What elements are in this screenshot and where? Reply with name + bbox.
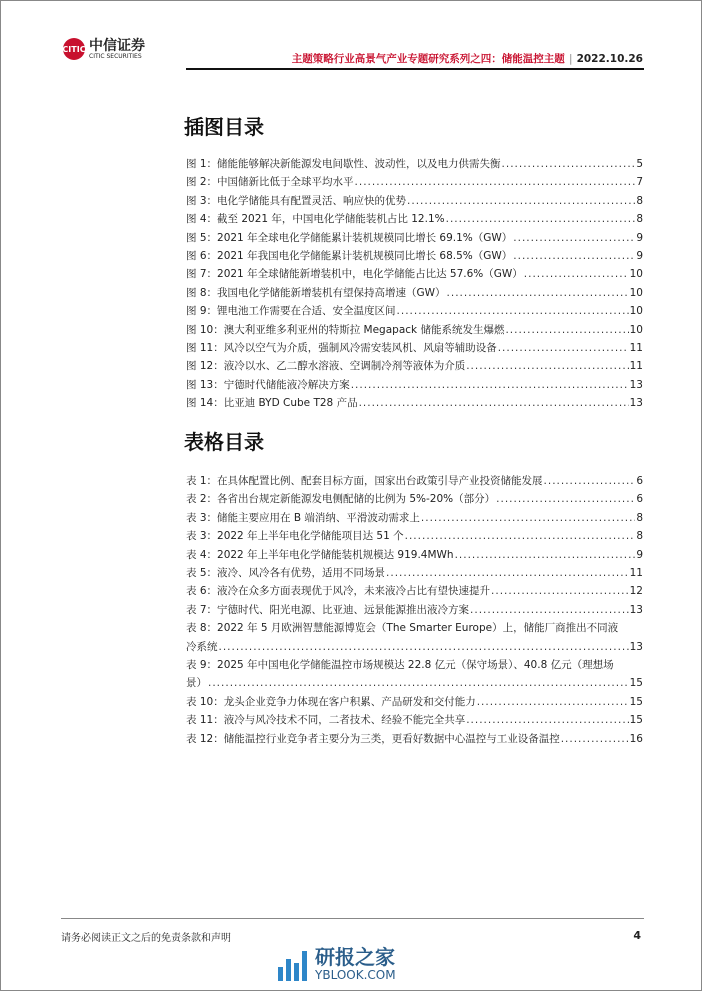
dot-leader	[466, 357, 628, 375]
logo-cn: 中信证券	[89, 37, 145, 54]
toc-entry-page: 6	[636, 475, 643, 487]
toc-entry-page: 9	[636, 250, 643, 263]
toc-entry[interactable]	[186, 247, 643, 265]
dot-leader	[421, 509, 635, 527]
toc-entry-label: 表 10：龙头企业竞争力体现在客户积累、产品研发和交付能力	[186, 695, 476, 708]
tables-toc	[186, 472, 643, 748]
dot-leader	[524, 265, 629, 283]
figures-toc	[186, 155, 643, 413]
page-header	[292, 51, 643, 66]
logo-en: CITIC SECURITIES	[89, 52, 142, 60]
dot-leader	[397, 302, 629, 320]
toc-entry[interactable]	[186, 490, 643, 508]
toc-entry[interactable]	[186, 229, 643, 247]
dot-leader	[359, 394, 629, 412]
toc-entry[interactable]	[186, 357, 643, 375]
toc-entry-label: 表 3：储能主要应用在 B 端消纳、平滑波动需求上	[186, 511, 420, 524]
toc-entry[interactable]	[186, 192, 643, 210]
toc-entry[interactable]	[186, 546, 643, 564]
watermark-cn: 研报之家	[315, 945, 395, 969]
toc-entry-label: 图 3：电化学储能具有配置灵活、响应快的优势	[186, 194, 407, 207]
toc-entry-label: 图 12：液冷以水、乙二醇水溶液、空调制冷剂等液体为介质	[186, 360, 466, 373]
toc-entry-label: 图 10：澳大利亚维多利亚州的特斯拉 Megapack 储能系统发生爆燃	[186, 323, 505, 336]
footer-rule	[61, 918, 644, 919]
dot-leader	[513, 247, 635, 265]
toc-entry-page: 6	[636, 493, 643, 506]
toc-entry-label: 表 8：2022 年 5 月欧洲智慧能源博览会（The Smarter Europe）上，储能厂商推出不同液	[186, 622, 619, 635]
dot-leader	[505, 321, 628, 339]
dot-leader	[496, 490, 635, 508]
watermark-en: YBLOOK.COM	[315, 968, 396, 982]
toc-entry[interactable]	[186, 302, 643, 320]
toc-entry-page: 10	[629, 323, 643, 336]
toc-entry[interactable]	[186, 339, 643, 357]
toc-entry-label: 表 6：液冷在众多方面表现优于风冷，未来液冷占比有望快速提升	[186, 585, 491, 598]
toc-entry-label: 图 8：我国电化学储能新增装机有望保持高增速（GW）	[186, 286, 446, 299]
toc-entry-page: 16	[629, 732, 643, 745]
tables-toc-title: 表格目录	[184, 430, 264, 454]
footer-disclaimer: 请务必阅读正文之后的免责条款和声明	[61, 933, 231, 944]
dot-leader	[405, 527, 636, 545]
figures-toc-title: 插图目录	[184, 115, 264, 139]
toc-entry-page: 9	[636, 231, 643, 244]
toc-entry[interactable]	[186, 265, 643, 283]
dot-leader	[219, 638, 629, 656]
toc-entry-label: 表 11：液冷与风冷技术不同，二者技术、经验不能完全共享	[186, 714, 466, 727]
toc-entry-label: 图 1：储能能够解决新能源发电间歇性、波动性，以及电力供需失衡	[186, 158, 501, 170]
dot-leader	[561, 730, 629, 748]
dot-leader	[407, 192, 635, 210]
toc-entry-page: 12	[629, 585, 643, 598]
toc-entry-label: 表 9：2025 年中国电化学储能温控市场规模达 22.8 亿元（保守场景）、40.8 亿元（理想场	[186, 659, 614, 672]
toc-entry[interactable]	[186, 564, 643, 582]
header-rule	[186, 68, 644, 70]
report-title: 主题策略行业高景气产业专题研究系列之四：储能温控主题	[291, 53, 565, 65]
company-logo	[63, 38, 145, 60]
toc-entry-label: 图 11：风冷以空气为介质，强制风冷需安装风机、风扇等辅助设备	[186, 342, 497, 355]
dot-leader	[498, 339, 629, 357]
toc-entry-label: 表 1：在具体配置比例、配套目标方面，国家出台政策引导产业投资储能发展	[186, 475, 543, 487]
page-number: 4	[633, 929, 641, 942]
toc-entry-page: 8	[636, 530, 643, 543]
toc-entry[interactable]	[186, 394, 643, 412]
toc-entry-label: 图 13：宁德时代储能液冷解决方案	[186, 378, 350, 391]
toc-entry-page: 8	[636, 194, 643, 207]
toc-entry-label: 表 3：2022 年上半年电化学储能项目达 51 个	[186, 530, 404, 543]
toc-entry-label: 表 5：液冷、风冷各有优势，适用不同场景	[186, 567, 386, 580]
report-date: 2022.10.26	[576, 53, 643, 65]
dot-leader	[351, 376, 629, 394]
toc-entry[interactable]	[186, 210, 643, 228]
toc-entry-label: 图 6：2021 年我国电化学储能累计装机规模同比增长 68.5%（GW）	[186, 250, 513, 263]
dot-leader	[386, 564, 629, 582]
toc-entry-label: 图 7：2021 年全球储能新增装机中，电化学储能占比达 57.6%（GW）	[186, 268, 523, 281]
toc-entry[interactable]	[186, 638, 643, 656]
toc-entry[interactable]	[186, 376, 643, 394]
toc-entry-page: 8	[636, 511, 643, 524]
toc-entry-label: 表 2：各省出台规定新能源发电侧配储的比例为 5%-20%（部分）	[186, 493, 496, 506]
toc-entry-page: 11	[629, 567, 643, 580]
toc-entry-page: 10	[629, 305, 643, 318]
watermark-chart-icon	[278, 947, 307, 981]
dot-leader	[447, 284, 629, 302]
toc-entry-label: 冷系统	[186, 640, 218, 653]
toc-entry[interactable]	[186, 674, 643, 692]
toc-entry-page: 15	[629, 714, 643, 727]
toc-entry[interactable]	[186, 582, 643, 600]
toc-entry[interactable]	[186, 693, 643, 711]
toc-entry-page: 13	[629, 397, 643, 410]
toc-entry-page: 13	[629, 603, 643, 616]
toc-entry-label: 图 4：截至 2021 年，中国电化学储能装机占比 12.1%	[186, 213, 445, 226]
dot-leader	[446, 210, 636, 228]
toc-entry[interactable]	[186, 509, 643, 527]
toc-entry-label: 表 7：宁德时代、阳光电源、比亚迪、远景能源推出液冷方案	[186, 603, 470, 616]
dot-leader	[502, 155, 636, 173]
toc-entry-page: 10	[629, 268, 643, 281]
toc-entry-page: 11	[629, 360, 643, 373]
toc-entry[interactable]	[186, 321, 643, 339]
dot-leader	[466, 711, 628, 729]
citic-logo-icon: CITIC	[63, 38, 85, 60]
toc-entry-page: 15	[629, 695, 643, 708]
toc-entry-page: 7	[636, 176, 643, 189]
dot-leader	[455, 546, 636, 564]
dot-leader	[513, 229, 635, 247]
toc-entry[interactable]	[186, 284, 643, 302]
dot-leader	[544, 472, 636, 490]
toc-entry-page: 13	[629, 378, 643, 391]
toc-entry-page: 10	[629, 286, 643, 299]
dot-leader	[355, 173, 636, 191]
toc-entry[interactable]	[186, 527, 643, 545]
dot-leader	[470, 601, 629, 619]
toc-entry[interactable]	[186, 173, 643, 191]
toc-entry[interactable]	[186, 656, 643, 674]
toc-entry[interactable]	[186, 601, 643, 619]
toc-entry-label: 表 12：储能温控行业竞争者主要分为三类，更看好数据中心温控与工业设备温控	[186, 732, 560, 745]
dot-leader	[208, 674, 629, 692]
toc-entry[interactable]	[186, 619, 643, 637]
watermark	[278, 946, 396, 982]
toc-entry-label: 图 5：2021 年全球电化学储能累计装机规模同比增长 69.1%（GW）	[186, 231, 513, 244]
dot-leader	[491, 582, 629, 600]
toc-entry-page: 15	[629, 677, 643, 690]
header-separator: |	[568, 53, 573, 65]
toc-entry-label: 图 2：中国储新比低于全球平均水平	[186, 176, 354, 189]
toc-entry-label: 表 4：2022 年上半年电化学储能装机规模达 919.4MWh	[186, 548, 454, 561]
toc-entry-page: 13	[629, 640, 643, 653]
toc-entry-page: 11	[629, 342, 643, 355]
toc-entry-page: 8	[636, 213, 643, 226]
toc-entry-label: 图 9：锂电池工作需要在合适、安全温度区间	[186, 305, 396, 318]
toc-entry-label: 景）	[186, 677, 207, 690]
toc-entry[interactable]	[186, 155, 643, 173]
dot-leader	[477, 693, 629, 711]
toc-entry-page: 5	[636, 158, 643, 170]
toc-entry-page: 9	[636, 548, 643, 561]
toc-entry[interactable]	[186, 711, 643, 729]
toc-entry[interactable]	[186, 730, 643, 748]
toc-entry[interactable]	[186, 472, 643, 490]
toc-entry-label: 图 14：比亚迪 BYD Cube T28 产品	[186, 397, 358, 410]
